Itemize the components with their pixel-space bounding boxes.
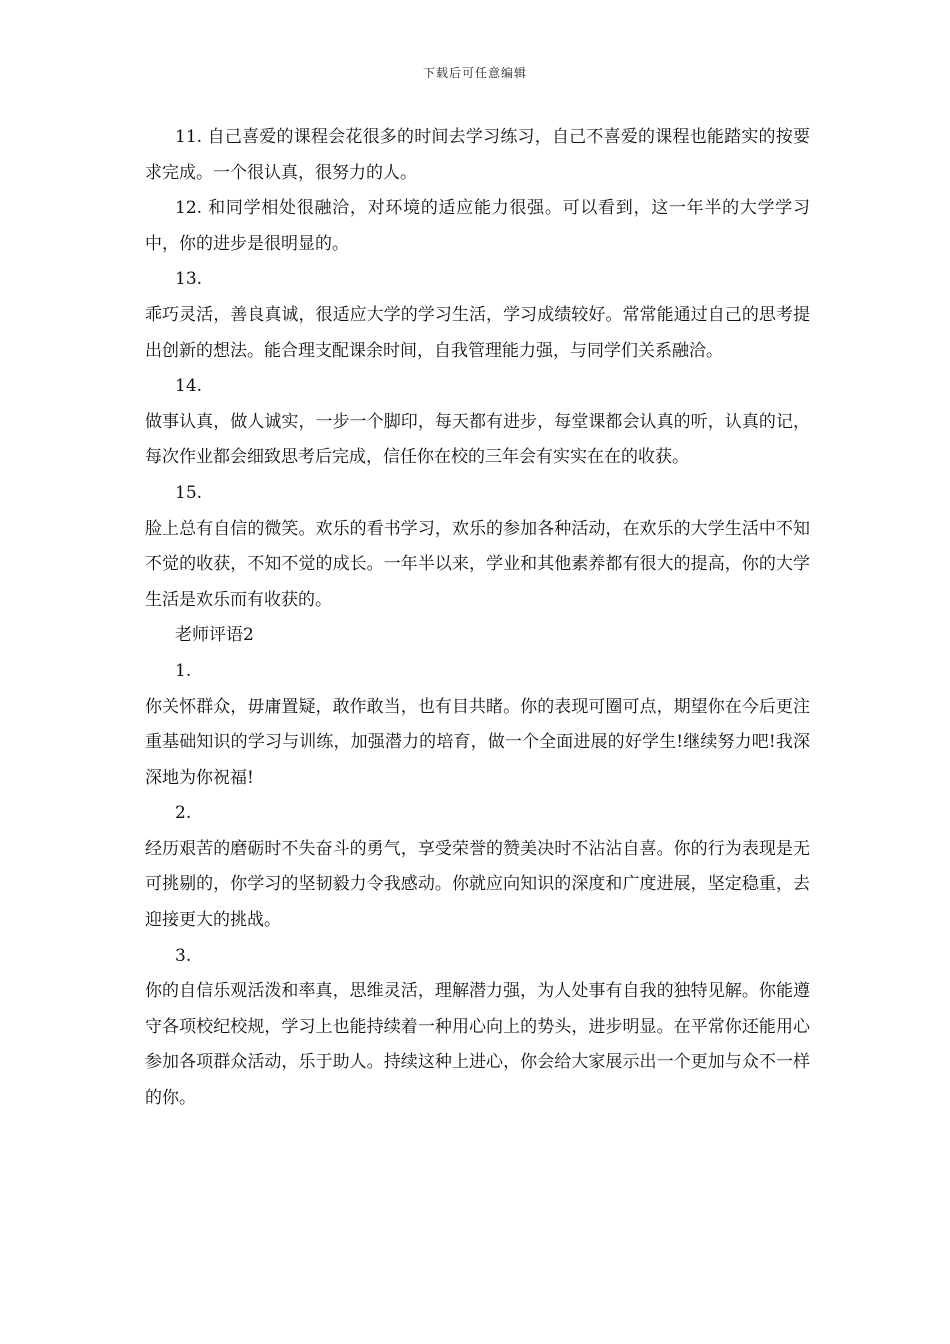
paragraph-item-3: 你的自信乐观活泼和率真，思维灵活，理解潜力强，为人处事有自我的独特见解。你能遵守各项校纪校规，学习上也能持续着一种用心向上的势头，进步明显。在平常你还能用心参加各项群众活动，乐于助人。持续这种上进心，你会给大家展示出一个更加与众不一样的你。 (145, 981, 810, 1109)
page-header: 下载后可任意编辑 (422, 66, 527, 80)
paragraph-item-1: 你关怀群众，毋庸置疑，敢作敢当，也有目共睹。你的表现可圈可点，期望你在今后更注重基础知识的学习与训练，加强潜力的培育，做一个全面进展的好学生!继续努力吧!我深深地为你祝福! (145, 696, 810, 788)
item-number-13: 13. (175, 269, 203, 290)
document-body (145, 120, 810, 1117)
item-number-3: 3. (175, 945, 192, 966)
item-number-14: 14. (175, 376, 203, 397)
item-number-15: 15. (175, 482, 203, 503)
paragraph-item-12: 12. 和同学相处很融洽，对环境的适应能力很强。可以看到，这一年半的大学学习中，你的进步是很明显的。 (145, 198, 810, 254)
paragraph-item-14: 做事认真，做人诚实，一步一个脚印，每天都有进步，每堂课都会认真的听，认真的记，每次作业都会细致思考后完成，信任你在校的三年会有实实在在的收获。 (145, 411, 810, 468)
paragraph-item-11: 11. 自己喜爱的课程会花很多的时间去学习练习，自己不喜爱的课程也能踏实的按要求完成。一个很认真，很努力的人。 (145, 127, 810, 183)
paragraph-item-15: 脸上总有自信的微笑。欢乐的看书学习，欢乐的参加各种活动，在欢乐的大学生活中不知不觉的收获，不知不觉的成长。一年半以来，学业和其他素养都有很大的提高，你的大学生活是欢乐而有收获的。 (145, 518, 810, 610)
section-heading: 老师评语2 (175, 625, 254, 646)
paragraph-item-2: 经历艰苦的磨砺时不失奋斗的勇气，享受荣誉的赞美决时不沾沾自喜。你的行为表现是无可挑剔的，你学习的坚韧毅力令我感动。你就应向知识的深度和广度进展，坚定稳重，去迎接更大的挑战。 (145, 838, 810, 931)
paragraph-item-13: 乖巧灵活，善良真诚，很适应大学的学习生活，学习成绩较好。常常能通过自己的思考提出创新的想法。能合理支配课余时间，自我管理能力强，与同学们关系融洽。 (145, 304, 810, 361)
item-number-2: 2. (175, 803, 192, 824)
item-number-1: 1. (175, 660, 192, 681)
